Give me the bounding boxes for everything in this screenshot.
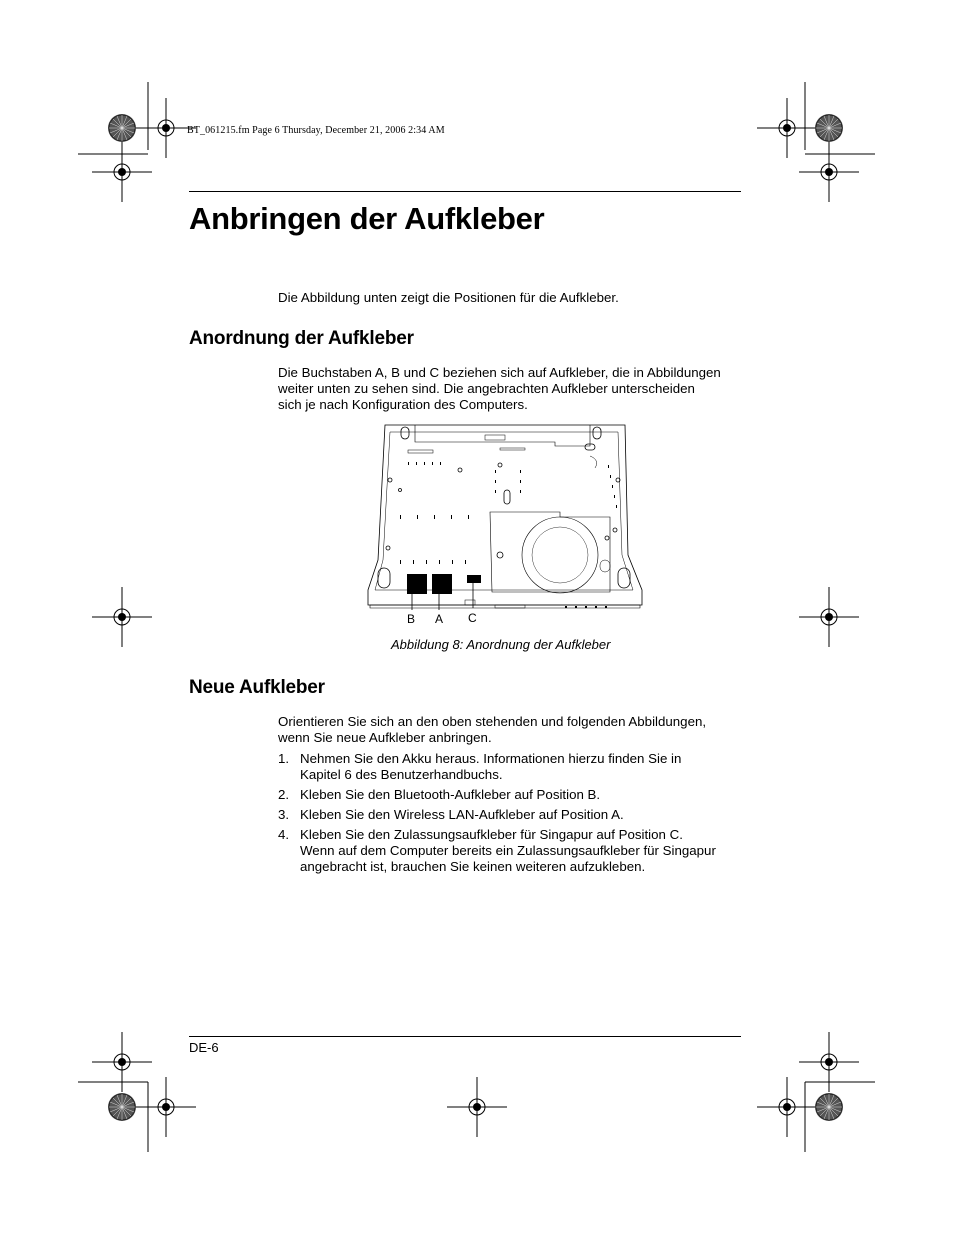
- list-item: [278, 751, 758, 783]
- list-item: [278, 787, 758, 803]
- label-a-block: [432, 574, 452, 594]
- section1-line: sich je nach Konfiguration des Computers.: [278, 397, 528, 412]
- figure-caption: Abbildung 8: Anordnung der Aufkleber: [391, 637, 611, 652]
- figure-label-c: C: [468, 611, 477, 625]
- step-line: Wenn auf dem Computer bereits ein Zulassungsaufkleber für Singapur: [300, 843, 716, 858]
- section1-line: weiter unten zu sehen sind. Die angebrachten Aufkleber unterscheiden: [278, 381, 695, 396]
- step-line: Kapitel 6 des Benutzerhandbuchs.: [300, 767, 503, 782]
- page-title: Anbringen der Aufkleber: [189, 201, 545, 236]
- section2-line: wenn Sie neue Aufkleber anbringen.: [278, 730, 492, 745]
- step-number: 4.: [278, 827, 290, 842]
- step-line: Nehmen Sie den Akku heraus. Informationen hierzu finden Sie in: [300, 751, 682, 766]
- step-line: Kleben Sie den Wireless LAN-Aufkleber auf Position A.: [300, 807, 624, 822]
- section1-paragraph: [278, 365, 721, 413]
- section2-paragraph: [278, 714, 706, 746]
- step-line: Kleben Sie den Bluetooth-Aufkleber auf Position B.: [300, 787, 601, 802]
- list-item: [278, 807, 758, 823]
- step-line: angebracht ist, brauchen Sie keinen weiteren aufzukleben.: [300, 859, 646, 874]
- section2-line: Orientieren Sie sich an den oben stehenden und folgenden Abbildungen,: [278, 714, 707, 729]
- section-heading-anordnung: Anordnung der Aufkleber: [189, 328, 414, 349]
- section-heading-neue: Neue Aufkleber: [189, 677, 325, 698]
- file-meta-line: BT_061215.fm Page 6 Thursday, December 21, 2006 2:34 AM: [187, 125, 445, 136]
- step-line: Kleben Sie den Zulassungsaufkleber für Singapur auf Position C.: [300, 827, 683, 842]
- intro-paragraph: Die Abbildung unten zeigt die Positionen für die Aufkleber.: [278, 290, 619, 305]
- step-number: 3.: [278, 807, 290, 822]
- label-b-block: [407, 574, 427, 594]
- top-rule: [189, 191, 741, 192]
- figure-label-b: B: [407, 612, 416, 626]
- steps-list: [278, 751, 758, 879]
- bottom-rule: [189, 1036, 741, 1037]
- step-number: 2.: [278, 787, 290, 802]
- section1-line: Die Buchstaben A, B und C beziehen sich auf Aufkleber, die in Abbildungen: [278, 365, 721, 380]
- page-number: DE-6: [189, 1040, 219, 1055]
- figure-label-a: A: [435, 612, 444, 626]
- label-c-block: [467, 575, 481, 583]
- step-number: 1.: [278, 751, 290, 766]
- laptop-bottom-illustration: [360, 420, 650, 630]
- list-item: [278, 827, 758, 875]
